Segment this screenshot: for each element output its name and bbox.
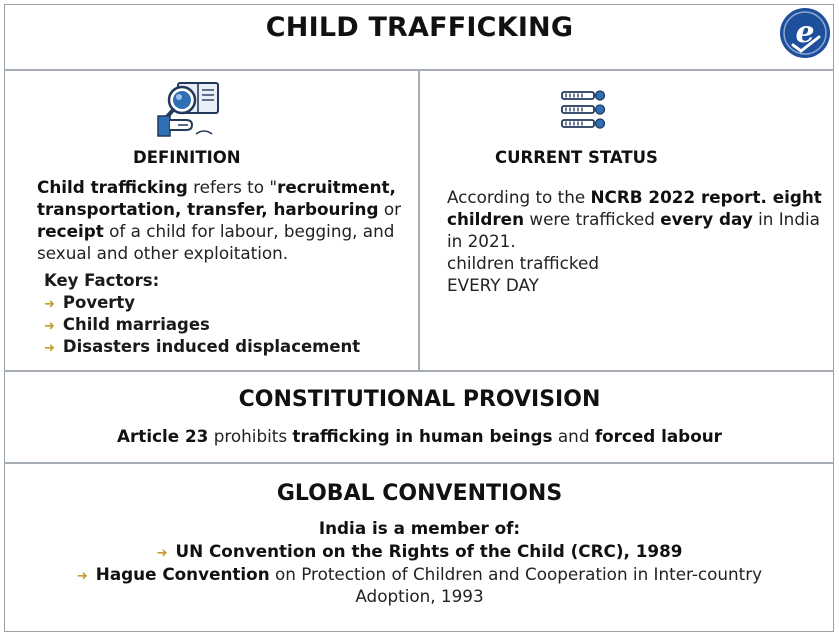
divider (4, 370, 834, 372)
global-heading: GLOBAL CONVENTIONS (276, 481, 563, 506)
divider (418, 69, 420, 371)
key-factors-list (44, 292, 360, 358)
bold-phrase: forced labour (594, 426, 722, 446)
server-stack-icon (560, 90, 608, 130)
page-title: CHILD TRAFFICKING (265, 12, 574, 43)
definition-bold-phrase: recruitment, transportation, transfer, harbouring (37, 177, 396, 219)
logo-letter: e (795, 15, 815, 50)
status-line: EVERY DAY (447, 275, 539, 295)
list-item (44, 314, 360, 336)
text-span: and (552, 426, 595, 446)
key-factor-label: Child marriages (62, 315, 210, 334)
list-item (0, 564, 839, 584)
current-status-heading: CURRENT STATUS (495, 148, 658, 167)
text-span: According to the (447, 187, 591, 207)
text-span: on Protection of Children and Cooperation in Inter-country (269, 564, 763, 584)
arrow-right-icon: ➜ (76, 569, 88, 584)
arrow-right-icon: ➜ (156, 546, 168, 561)
text-span: refers to " (187, 177, 278, 197)
text-span: or (378, 199, 401, 219)
definition-text (37, 176, 412, 264)
status-bold-phrase: every day (660, 209, 753, 229)
list-item (0, 541, 839, 561)
key-factor-label: Poverty (62, 293, 136, 312)
definition-bold-word: receipt (37, 221, 104, 241)
text-span: in India in 2021. (447, 209, 820, 251)
list-item (44, 336, 360, 358)
convention-label: UN Convention on the Rights of the Child (CRC), 1989 (175, 541, 683, 561)
text-span: of a child for labour, begging, and sexual and other exploitation. (37, 221, 395, 263)
key-factor-label: Disasters induced displacement (62, 337, 361, 356)
arrow-right-icon: ➜ (44, 341, 55, 356)
arrow-right-icon: ➜ (44, 319, 55, 334)
divider (4, 462, 834, 464)
current-status-text (447, 186, 827, 296)
definition-heading: DEFINITION (133, 148, 241, 167)
status-line: children trafficked (447, 253, 599, 273)
global-intro: India is a member of: (318, 518, 521, 538)
list-item (44, 292, 360, 314)
constitutional-heading: CONSTITUTIONAL PROVISION (238, 387, 601, 412)
edtech-logo-icon (779, 7, 831, 59)
list-item-continuation: Adoption, 1993 (355, 586, 484, 606)
status-bold-phrase: NCRB 2022 report. eight children (447, 187, 822, 229)
definition-term: Child trafficking (37, 177, 188, 197)
key-factors-title: Key Factors: (44, 271, 160, 290)
text-span: were trafficked (524, 209, 661, 229)
article-label: Article 23 (117, 426, 209, 446)
convention-label: Hague Convention (95, 564, 270, 584)
magnifier-book-icon (156, 80, 220, 142)
constitutional-text (0, 426, 839, 446)
arrow-right-icon: ➜ (44, 297, 55, 312)
text-span: prohibits (208, 426, 293, 446)
bold-phrase: trafficking in human beings (292, 426, 553, 446)
